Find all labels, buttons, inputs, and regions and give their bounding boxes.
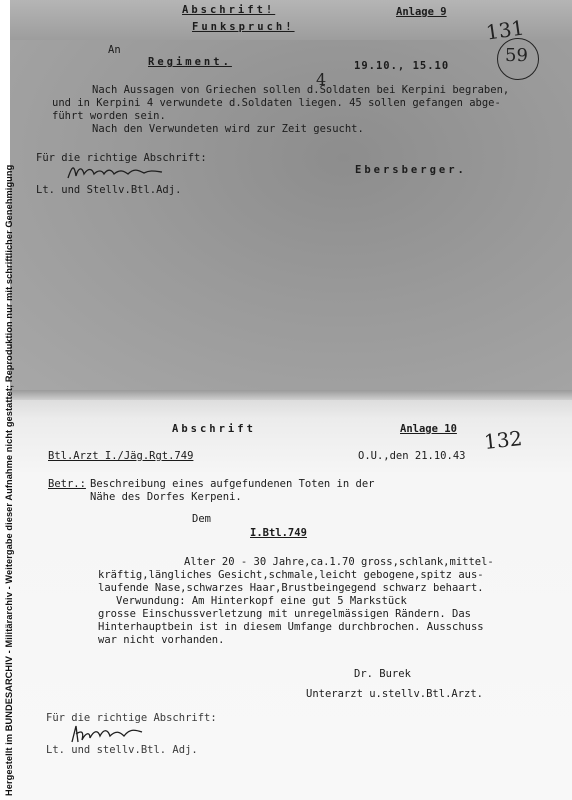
lower-betr-line: Beschreibung eines aufgefundenen Toten in der: [90, 478, 375, 490]
upper-body-line: Nach Aussagen von Griechen sollen d.Soldaten bei Kerpini begraben,: [92, 84, 510, 96]
lower-signature-role: Lt. und stellv.Btl. Adj.: [46, 744, 198, 756]
lower-body-line: Alter 20 - 30 Jahre,ca.1.70 gross,schlank,mittel-: [184, 556, 494, 568]
page-divider: [0, 390, 572, 400]
lower-dem: Dem: [192, 513, 211, 525]
lower-body-line: Verwundung: Am Hinterkopf eine gut 5 Markstück: [116, 595, 407, 607]
lower-anlage: Anlage 10: [400, 423, 457, 435]
upper-anlage: Anlage 9: [396, 6, 447, 18]
upper-handwritten-signature: [66, 162, 166, 184]
upper-sender: Ebersberger.: [355, 164, 467, 176]
lower-recipient: I.Btl.749: [250, 527, 307, 539]
upper-body-line: und in Kerpini 4 verwundete d.Soldaten liegen. 45 sollen gefangen abge-: [52, 97, 501, 109]
upper-subtitle: Funkspruch!: [192, 21, 295, 33]
upper-an: An: [108, 44, 121, 56]
lower-doctor-role: Unterarzt u.stellv.Btl.Arzt.: [306, 688, 484, 700]
upper-body-line: führt worden sein.: [52, 110, 166, 122]
upper-recipient: Regiment.: [148, 56, 232, 68]
upper-date-time: 19.10., 15.10: [354, 60, 450, 72]
lower-archive-number: 132: [482, 426, 524, 454]
lower-body-line: war nicht vorhanden.: [98, 634, 225, 646]
upper-document-area: [0, 0, 572, 395]
lower-certification: Für die richtige Abschrift:: [46, 712, 217, 724]
lower-place-date: O.U.,den 21.10.43: [358, 450, 466, 462]
upper-title: Abschrift!: [182, 4, 276, 16]
lower-body-line: kräftig,längliches Gesicht,schmale,leicht gebogene,spitz aus-: [98, 569, 484, 581]
lower-doctor-name: Dr. Burek: [354, 668, 411, 680]
upper-signature-role: Lt. und Stellv.Btl.Adj.: [36, 184, 182, 196]
lower-betr-label: Betr.:: [48, 478, 86, 490]
archive-stamp: Hergestellt im BUNDESARCHIV - Militärarchiv - Weitergabe dieser Aufnahme nicht gestattet; Reproduktion nur mit schriftlicher Genehmigung: [4, 164, 14, 796]
lower-body-line: grosse Einschussverletzung mit unregelmässigen Rändern. Das: [98, 608, 471, 620]
lower-sender-unit: Btl.Arzt I./Jäg.Rgt.749: [48, 450, 194, 462]
lower-body-line: laufende Nase,schwarzes Haar,Brustbeingegend schwarz behaart.: [98, 582, 484, 594]
lower-betr-line: Nähe des Dorfes Kerpeni.: [90, 491, 242, 503]
upper-archive-number: 131: [484, 15, 526, 45]
inserted-number: 4: [316, 70, 327, 89]
lower-title: Abschrift: [172, 423, 256, 435]
lower-body-line: Hinterhauptbein ist in diesem Umfange durchbrochen. Ausschuss: [98, 621, 484, 633]
upper-certification: Für die richtige Abschrift:: [36, 152, 207, 164]
upper-body-line: Nach den Verwundeten wird zur Zeit gesucht.: [92, 123, 364, 135]
circled-number: 59: [505, 45, 528, 66]
